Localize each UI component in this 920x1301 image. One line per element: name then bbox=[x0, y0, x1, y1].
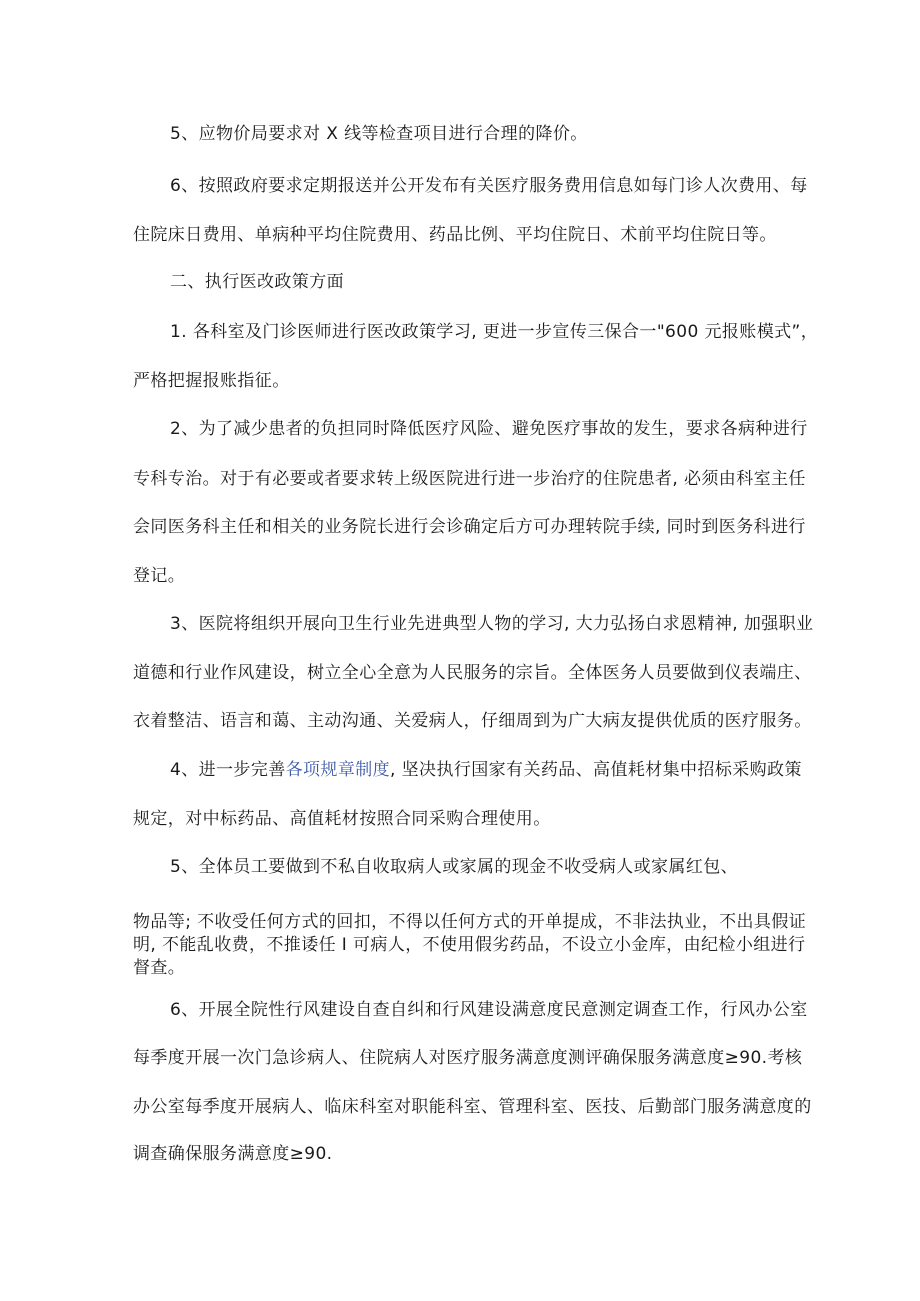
regulations-link[interactable]: 各项规章制度 bbox=[285, 760, 391, 780]
paragraph-specialist-treatment-line1: 2、为了减少患者的负担同时降低医疗风险、避免医疗事故的发生，要求各病种进行 bbox=[170, 419, 808, 439]
paragraph-no-bribes-line1: 5、全体员工要做到不私自收取病人或家属的现金不收受病人或家属红包、 bbox=[170, 857, 739, 877]
paragraph-satisfaction-survey-line1: 6、开展全院性行风建设自查自纠和行风建设满意度民意测定调查工作，行风办公室 bbox=[170, 1000, 808, 1020]
procurement-text-end: , 坚决执行国家有关药品、高值耗材集中招标采购政策 bbox=[390, 760, 802, 780]
paragraph-price-reduction: 5、应物价局要求对 X 线等检查项目进行合理的降价。 bbox=[170, 124, 588, 144]
paragraph-procurement-line2: 规定，对中标药品、高值耗材按照合同采购合理使用。 bbox=[133, 809, 551, 829]
paragraph-no-bribes-line3: 明, 不能乱收费，不推诿任 I 可病人，不使用假劣药品，不设立小金库，由纪检小组进行 bbox=[133, 935, 806, 955]
paragraph-satisfaction-survey-line3: 办公室每季度开展病人、临床科室对职能科室、管理科室、医技、后勤部门服务满意度的 bbox=[133, 1097, 812, 1117]
paragraph-specialist-treatment-line4: 登记。 bbox=[133, 566, 186, 586]
paragraph-policy-study-line1: 1. 各科室及门诊医师进行医改政策学习, 更进一步宣传三保合一"600 元报账模式”， bbox=[170, 322, 819, 342]
paragraph-satisfaction-survey-line4: 调查确保服务满意度≥90. bbox=[133, 1144, 333, 1164]
paragraph-fee-disclosure-line2: 住院床日费用、单病种平均住院费用、药品比例、平均住院日、术前平均住院日等。 bbox=[133, 225, 777, 245]
paragraph-fee-disclosure-line1: 6、按照政府要求定期报送并公开发布有关医疗服务费用信息如每门诊人次费用、每 bbox=[170, 176, 808, 196]
paragraph-procurement-line1 bbox=[170, 759, 802, 781]
paragraph-no-bribes-line2: 物品等; 不收受任何方式的回扣，不得以任何方式的开单提成，不非法执业，不出具假证 bbox=[133, 912, 807, 932]
paragraph-specialist-treatment-line3: 会同医务科主任和相关的业务院长进行会诊确定后方可办理转院手续, 同时到医务科进行 bbox=[133, 517, 806, 537]
paragraph-professional-ethics-line3: 衣着整洁、语言和蔼、主动沟通、关爱病人，仔细周到为广大病友提供优质的医疗服务。 bbox=[133, 711, 812, 731]
procurement-text-start: 4、进一步完善 bbox=[170, 760, 286, 780]
paragraph-professional-ethics-line2: 道德和行业作风建设，树立全心全意为人民服务的宗旨。全体医务人员要做到仪表端庄、 bbox=[133, 663, 812, 683]
paragraph-professional-ethics-line1: 3、医院将组织开展向卫生行业先进典型人物的学习, 大力弘扬白求恩精神, 加强职业 bbox=[170, 614, 814, 634]
paragraph-policy-study-line2: 严格把握报账指征。 bbox=[133, 371, 290, 391]
paragraph-no-bribes-line4: 督查。 bbox=[133, 958, 186, 978]
paragraph-satisfaction-survey-line2: 每季度开展一次门急诊病人、住院病人对医疗服务满意度测评确保服务满意度≥90.考核 bbox=[133, 1048, 803, 1068]
paragraph-specialist-treatment-line2: 专科专治。对于有必要或者要求转上级医院进行进一步治疗的住院患者, 必须由科室主任 bbox=[133, 469, 806, 489]
section-heading-reform-policy: 二、执行医改政策方面 bbox=[170, 272, 344, 292]
